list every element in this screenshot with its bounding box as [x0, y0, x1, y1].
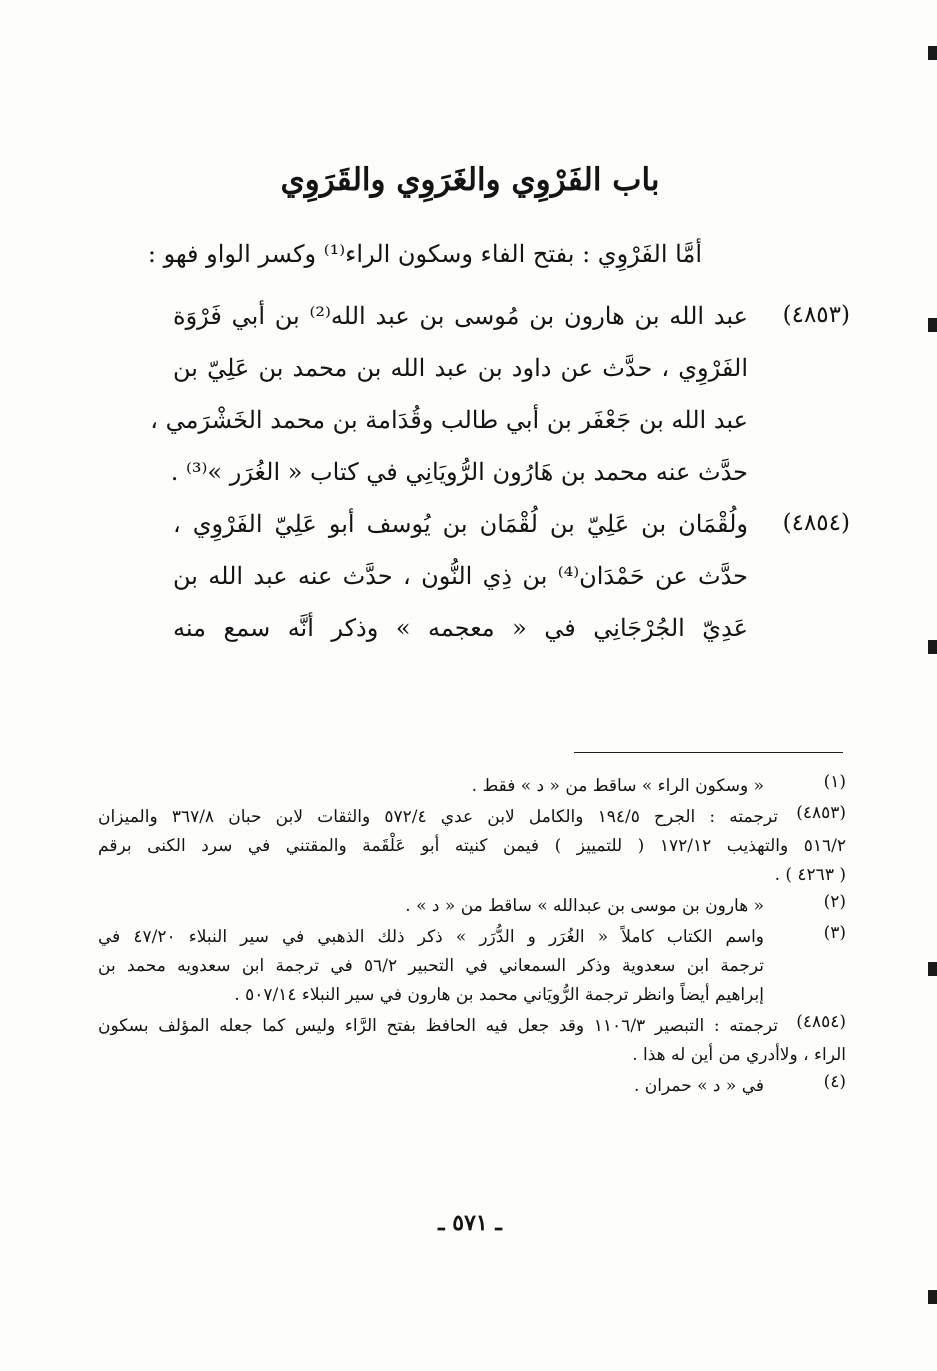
footnote-line: « وسكون الراء » ساقط من « د » فقط .: [471, 776, 764, 796]
entry-line: الفَرْوِي ، حدَّث عن داود بن عبد الله بن محمد بن عَلِيّ بن: [173, 354, 748, 382]
footnote-4853: [98, 803, 846, 890]
page-number: ـ ٥٧١ ـ: [438, 1210, 502, 1236]
entry-line: عبد الله بن جَعْفَر بن أبي طالب وقُدَامة بن محمد الخَشْرَمي ،: [150, 406, 748, 434]
entry-line: ولُقْمَان بن عَلِيّ بن لُقْمَان بن يُوسف أبو عَلِيّ الفَرْوِي ،: [173, 510, 748, 538]
footnote-line: في « د » حمران .: [633, 1076, 764, 1096]
footnote-number: (٤): [823, 1072, 846, 1092]
footnote-3: [98, 923, 846, 1010]
footnote-line: ترجمته : الجرح ١٩٤/٥ والكامل لابن عدي ٥٧٢/٤ والثقات لابن حبان ٣٦٧/٨ والميزان: [98, 807, 778, 827]
entry-line: حدَّث عن حَمْدَان⁽⁴⁾ بن ذِي النُّون ، حدَّث عنه عبد الله بن: [173, 562, 749, 590]
edge-mark: [928, 962, 937, 976]
chapter-intro: أمَّا الفَرْوِي : بفتح الفاء وسكون الراء⁽¹⁾ وكسر الواو فهو :: [147, 240, 702, 268]
entry-body: [150, 290, 748, 498]
footnote-2: [98, 892, 846, 921]
footnote-number: (٣): [823, 923, 846, 943]
edge-mark: [928, 640, 937, 654]
edge-mark: [928, 1290, 937, 1304]
entry-body: [173, 498, 748, 654]
chapter-title: باب الفَرْوِي والغَرَوِي والقَرَوِي: [280, 162, 660, 198]
footnote-4: [98, 1072, 846, 1101]
footnotes: [98, 772, 846, 1103]
footnote-line: ترجمة ابن سعدوية وذكر السمعاني في التحبير ٥٦/٢ في ترجمة ابن سعدويه محمد بن: [98, 956, 764, 976]
footnote-number: (٤٨٥٤): [796, 1012, 846, 1032]
entry-line: عَدِيّ الجُرْجَانِي في « معجمه » وذكر أنَّه سمع منه: [173, 614, 748, 642]
edge-mark: [928, 318, 937, 332]
footnote-separator: [574, 752, 843, 753]
footnote-line: ترجمته : التبصير ١١٠٦/٣ وقد جعل فيه الحافظ بفتح الرَّاء وليس كما جعله المؤلف بسكون: [98, 1016, 778, 1036]
footnote-number: (٢): [823, 892, 846, 912]
footnote-line: الراء ، ولاأدري من أين له هذا .: [632, 1045, 846, 1065]
edge-mark: [928, 46, 937, 60]
footnote-4854: [98, 1012, 846, 1070]
entry-line: عبد الله بن هارون بن مُوسى بن عبد الله⁽²⁾ بن أبي فَرْوَة: [173, 302, 748, 330]
footnote-line: واسم الكتاب كاملاً « الغُرَر و الدُّرَر » ذكر ذلك الذهبي في سير النبلاء ٤٧/٢٠ في: [98, 927, 764, 947]
footnote-line: إبراهيم أيضاً وانظر ترجمة الرُّويَاني محمد بن هارون في سير النبلاء ٥٠٧/١٤ .: [234, 985, 764, 1005]
entry-number: (٤٨٥٣): [782, 302, 850, 328]
entry-line: حدَّث عنه محمد بن هَارُون الرُّويَانِي في كتاب « الغُرَر »⁽³⁾ .: [170, 458, 748, 486]
footnote-number: (١): [823, 772, 846, 792]
footnote-line: ٥١٦/٢ والتهذيب ١٧٢/١٢ ( للتمييز ) فيمن كنيته أبو عَلْقَمة والمقتني في سرد الكنى برقم: [98, 836, 846, 856]
footnote-1: [98, 772, 846, 801]
footnote-line: ( ٤٢٦٣ ) .: [774, 865, 846, 885]
entry-number: (٤٨٥٤): [782, 510, 850, 536]
footnote-number: (٤٨٥٣): [796, 803, 846, 823]
footnote-line: « هارون بن موسى بن عبدالله » ساقط من « د » .: [405, 896, 764, 916]
